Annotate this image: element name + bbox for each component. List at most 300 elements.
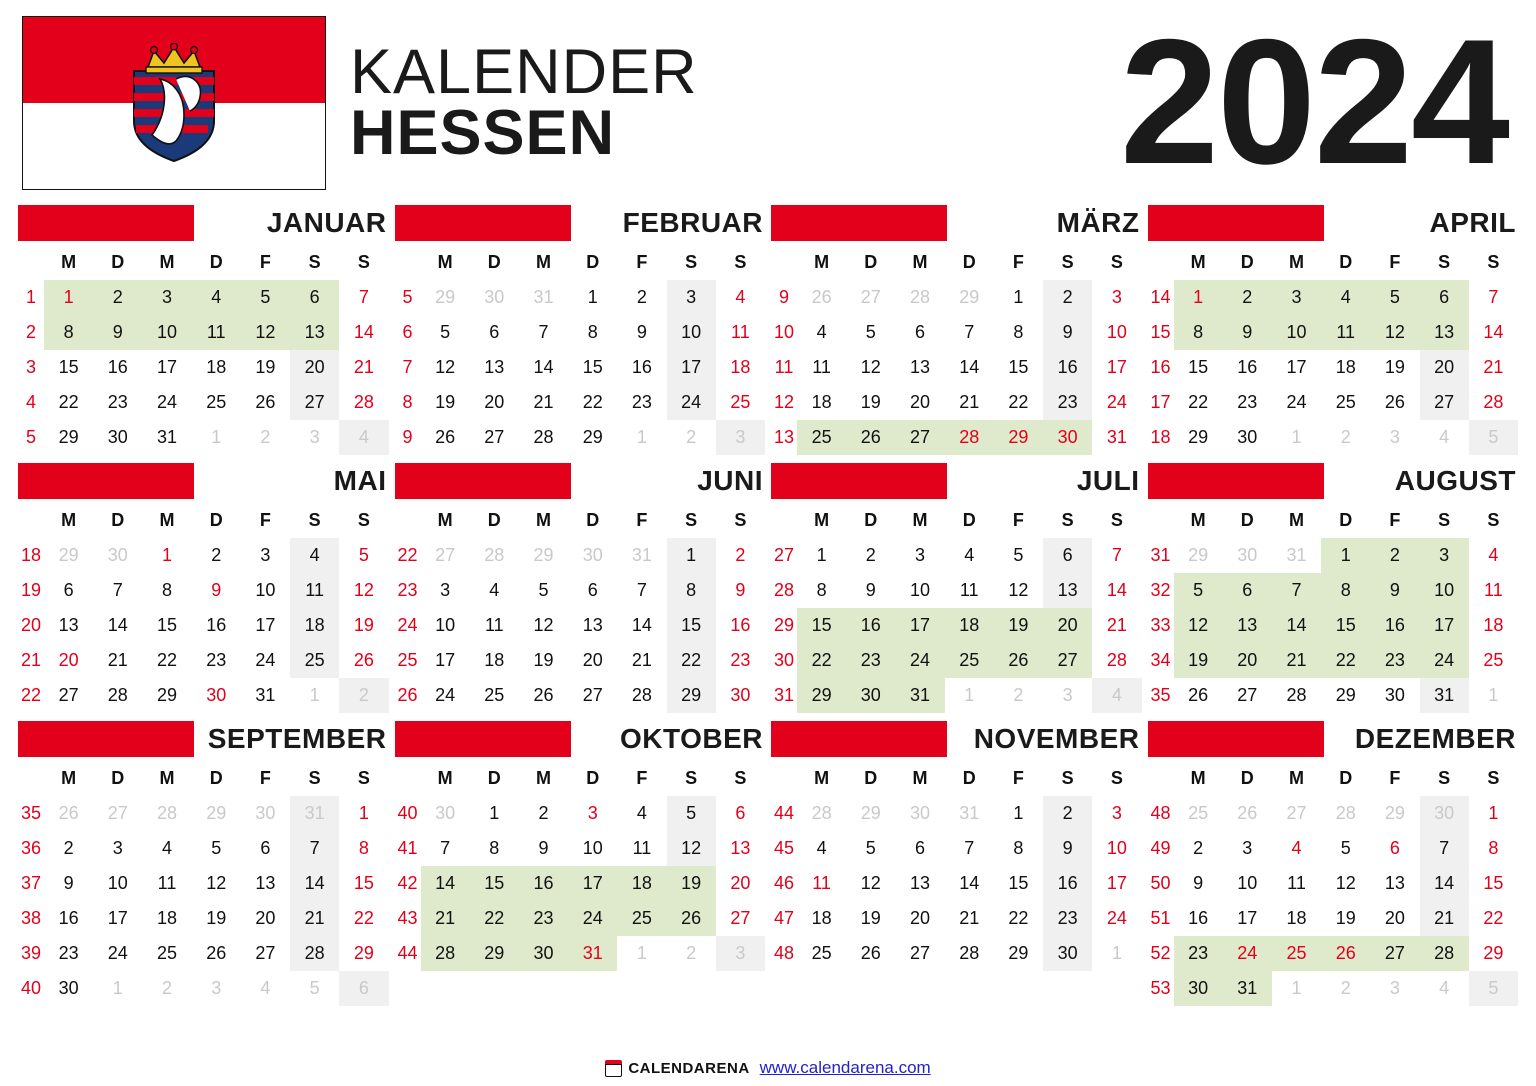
week-col-header — [1148, 245, 1174, 280]
day-cell: 29 — [1483, 943, 1504, 963]
day-cell: 25 — [1272, 936, 1321, 971]
weekday-header: M — [61, 252, 77, 272]
day-cell: 4 — [1092, 678, 1141, 713]
day-cell: 27 — [582, 685, 603, 705]
week-number: 49 — [1150, 838, 1171, 858]
weekday-header: S — [1487, 768, 1500, 788]
day-cell: 1 — [489, 803, 500, 823]
day-cell: 12 — [1370, 315, 1419, 350]
month-header — [1148, 205, 1519, 241]
day-cell: 17 — [255, 615, 276, 635]
day-cell: 11 — [290, 573, 339, 608]
day-cell: 10 — [1420, 573, 1469, 608]
day-cell: 10 — [909, 580, 931, 600]
day-cell: 29 — [959, 287, 980, 307]
week-number: 36 — [20, 838, 42, 858]
week-row — [395, 420, 766, 455]
day-cell: 31 — [156, 427, 178, 447]
day-cell: 5 — [358, 545, 369, 565]
weekday-header: M — [1190, 768, 1206, 788]
day-cell: 14 — [959, 357, 980, 377]
title-line-hessen: HESSEN — [350, 97, 616, 168]
week-number: 34 — [1150, 650, 1171, 670]
week-number: 48 — [1150, 803, 1171, 823]
weekday-header: M — [1289, 768, 1304, 788]
weekday-header: F — [1012, 252, 1024, 272]
week-col-header — [395, 245, 421, 280]
weekday-header: S — [1438, 252, 1451, 272]
day-cell: 2 — [162, 978, 173, 998]
week-row — [1148, 350, 1519, 385]
day-cell: 13 — [58, 615, 79, 635]
week-row — [395, 831, 766, 866]
week-row — [771, 420, 1142, 455]
day-cell: 30 — [1043, 936, 1092, 971]
weekday-header: F — [1389, 768, 1401, 788]
weekday-header: S — [1110, 510, 1123, 530]
week-number: 23 — [397, 580, 418, 600]
day-cell: 26 — [846, 420, 895, 455]
day-cell: 2 — [1340, 427, 1351, 447]
week-row — [771, 866, 1142, 901]
day-cell: 19 — [353, 615, 374, 635]
month-color-bar — [1148, 205, 1324, 241]
day-cell: 24 — [1106, 908, 1127, 928]
week-number: 21 — [20, 650, 42, 670]
day-cell: 6 — [915, 322, 926, 342]
day-cell: 9 — [1223, 315, 1272, 350]
day-cell: 13 — [290, 315, 339, 350]
week-col-header — [771, 245, 797, 280]
day-cell: 21 — [1272, 643, 1321, 678]
weekday-header: M — [912, 768, 928, 788]
day-cell: 2 — [1043, 796, 1092, 831]
day-cell: 27 — [730, 908, 751, 928]
month-name: FEBRUAR — [622, 207, 763, 238]
weekday-header: D — [586, 510, 600, 530]
day-cell: 24 — [435, 685, 456, 705]
day-cell: 5 — [1469, 971, 1518, 1006]
month-table — [1148, 245, 1519, 455]
day-cell: 2 — [735, 545, 746, 565]
weekday-header: M — [814, 510, 830, 530]
day-cell: 3 — [309, 427, 320, 447]
day-cell: 8 — [1321, 573, 1370, 608]
day-cell: 6 — [915, 838, 926, 858]
weekday-header: D — [864, 252, 878, 272]
week-row — [771, 315, 1142, 350]
day-cell: 2 — [260, 427, 271, 447]
weekday-header: M — [536, 510, 551, 530]
day-cell: 11 — [959, 580, 979, 600]
day-cell: 8 — [816, 580, 827, 600]
day-cell: 29 — [58, 427, 79, 447]
day-cell: 26 — [1321, 936, 1370, 971]
day-cell: 13 — [1043, 573, 1092, 608]
day-cell: 29 — [1384, 803, 1405, 823]
month-table — [395, 761, 766, 971]
weekday-header: F — [1012, 510, 1024, 530]
page-header — [0, 0, 1536, 205]
day-cell: 20 — [290, 350, 339, 385]
day-cell: 25 — [156, 943, 178, 963]
day-cell: 3 — [1389, 427, 1400, 447]
day-cell: 3 — [1111, 287, 1122, 307]
day-cell: 19 — [860, 392, 881, 412]
day-cell: 30 — [484, 287, 505, 307]
day-cell: 20 — [582, 650, 603, 670]
day-cell: 27 — [1043, 643, 1092, 678]
day-cell: 5 — [1469, 420, 1518, 455]
month-header — [395, 463, 766, 499]
week-row — [771, 608, 1142, 643]
month-table — [771, 761, 1142, 971]
day-cell: 22 — [470, 901, 519, 936]
day-cell: 24 — [667, 385, 716, 420]
day-cell: 22 — [1188, 392, 1209, 412]
day-cell: 20 — [1043, 608, 1092, 643]
day-cell: 3 — [716, 420, 765, 455]
day-cell: 12 — [241, 315, 290, 350]
day-cell: 6 — [1389, 838, 1400, 858]
week-number: 17 — [1150, 392, 1171, 412]
day-cell: 3 — [142, 280, 191, 315]
day-cell: 24 — [255, 650, 276, 670]
day-cell: 14 — [107, 615, 128, 635]
day-cell: 6 — [735, 803, 746, 823]
day-cell: 19 — [860, 908, 881, 928]
day-cell: 2 — [1340, 978, 1351, 998]
day-cell: 11 — [1484, 580, 1503, 600]
week-row — [771, 831, 1142, 866]
weekday-header: F — [259, 510, 271, 530]
week-col-header — [1148, 761, 1174, 796]
week-row — [1148, 643, 1519, 678]
weekday-header: S — [1438, 510, 1451, 530]
weekday-header: D — [864, 510, 878, 530]
day-cell: 3 — [440, 580, 451, 600]
month-header — [771, 463, 1142, 499]
weekday-header: M — [536, 252, 551, 272]
day-cell: 1 — [1488, 685, 1499, 705]
day-cell: 20 — [58, 650, 79, 670]
day-cell: 25 — [617, 901, 666, 936]
day-cell: 7 — [1272, 573, 1321, 608]
month-table — [771, 245, 1142, 455]
week-col-header — [18, 503, 44, 538]
day-cell: 29 — [156, 685, 178, 705]
day-cell: 18 — [811, 908, 832, 928]
weekday-header: M — [159, 768, 175, 788]
day-cell: 24 — [895, 643, 944, 678]
month-table — [18, 761, 389, 1006]
day-cell: 17 — [1106, 357, 1127, 377]
day-cell: 23 — [107, 392, 128, 412]
week-number: 39 — [20, 943, 42, 963]
weekday-header: M — [912, 252, 928, 272]
week-row — [18, 573, 389, 608]
day-cell: 26 — [353, 650, 374, 670]
day-cell: 9 — [63, 873, 74, 893]
week-row — [1148, 385, 1519, 420]
week-number: 35 — [20, 803, 42, 823]
month-name: JUNI — [697, 465, 763, 496]
day-cell: 29 — [470, 936, 519, 971]
day-cell: 28 — [811, 803, 832, 823]
day-cell: 22 — [797, 643, 846, 678]
day-cell: 27 — [1237, 685, 1258, 705]
day-cell: 31 — [1286, 545, 1307, 565]
day-cell: 30 — [255, 803, 276, 823]
day-cell: 27 — [290, 385, 339, 420]
day-cell: 21 — [421, 901, 470, 936]
day-cell: 7 — [112, 580, 123, 600]
week-row — [395, 796, 766, 831]
month-block — [771, 463, 1142, 713]
week-number: 40 — [20, 978, 42, 998]
week-row — [771, 350, 1142, 385]
day-cell: 5 — [667, 796, 716, 831]
day-cell: 28 — [959, 943, 980, 963]
day-cell: 3 — [1111, 803, 1122, 823]
day-cell: 9 — [1043, 315, 1092, 350]
week-number: 18 — [20, 545, 42, 565]
day-cell: 29 — [994, 420, 1043, 455]
weekday-header: S — [308, 252, 321, 272]
day-cell: 4 — [339, 420, 388, 455]
day-cell: 23 — [730, 650, 751, 670]
weekday-header: M — [1190, 510, 1206, 530]
week-number: 12 — [773, 392, 795, 412]
day-cell: 10 — [107, 873, 128, 893]
weekday-header: M — [814, 768, 830, 788]
day-cell: 14 — [1420, 866, 1469, 901]
day-cell: 30 — [1420, 796, 1469, 831]
day-cell: 23 — [1043, 901, 1092, 936]
week-number: 51 — [1150, 908, 1171, 928]
month-block — [771, 205, 1142, 455]
day-cell: 30 — [1174, 971, 1223, 1006]
weekday-header: D — [962, 252, 976, 272]
day-cell: 17 — [1237, 908, 1258, 928]
day-cell: 22 — [582, 392, 603, 412]
weekday-header: F — [1389, 252, 1401, 272]
day-cell: 13 — [255, 873, 276, 893]
week-number: 26 — [397, 685, 418, 705]
week-number: 25 — [397, 650, 418, 670]
day-cell: 3 — [1389, 978, 1400, 998]
day-cell: 6 — [1420, 280, 1469, 315]
day-cell: 5 — [1340, 838, 1351, 858]
day-cell: 23 — [1370, 643, 1419, 678]
day-cell: 19 — [533, 650, 554, 670]
day-cell: 12 — [1335, 873, 1356, 893]
weekday-header: D — [111, 768, 125, 788]
day-cell: 18 — [1335, 357, 1356, 377]
day-cell: 2 — [686, 943, 697, 963]
month-color-bar — [395, 721, 571, 757]
day-cell: 24 — [568, 901, 617, 936]
month-header — [771, 205, 1142, 241]
day-cell: 2 — [211, 545, 222, 565]
month-header — [771, 721, 1142, 757]
day-cell: 29 — [435, 287, 456, 307]
day-cell: 18 — [290, 608, 339, 643]
day-cell: 4 — [1488, 545, 1499, 565]
day-cell: 21 — [1106, 615, 1127, 635]
day-cell: 3 — [1272, 280, 1321, 315]
day-cell: 10 — [667, 315, 716, 350]
month-block — [395, 205, 766, 455]
day-cell: 2 — [636, 287, 647, 307]
day-cell: 6 — [489, 322, 500, 342]
weekday-header: D — [487, 510, 501, 530]
day-cell: 22 — [667, 643, 716, 678]
week-row — [395, 315, 766, 350]
day-cell: 30 — [435, 803, 456, 823]
weekday-header: S — [734, 768, 747, 788]
day-cell: 1 — [162, 545, 173, 565]
weekday-header: M — [61, 510, 77, 530]
weekday-header: F — [636, 768, 648, 788]
day-cell: 30 — [519, 936, 568, 971]
week-number: 31 — [773, 685, 795, 705]
week-col-header — [771, 761, 797, 796]
day-cell: 30 — [58, 978, 79, 998]
day-cell: 11 — [1321, 315, 1370, 350]
day-cell: 28 — [107, 685, 128, 705]
week-number: 45 — [773, 838, 795, 858]
week-number: 22 — [20, 685, 42, 705]
day-cell: 12 — [1174, 608, 1223, 643]
day-cell: 8 — [1174, 315, 1223, 350]
day-cell: 10 — [1106, 838, 1127, 858]
day-cell: 16 — [846, 608, 895, 643]
day-cell: 1 — [1488, 803, 1499, 823]
day-cell: 20 — [1384, 908, 1405, 928]
day-cell: 9 — [1043, 831, 1092, 866]
day-cell: 10 — [255, 580, 276, 600]
day-cell: 6 — [290, 280, 339, 315]
title-line-kalender: KALENDER — [350, 37, 698, 108]
day-cell: 27 — [860, 287, 881, 307]
day-cell: 18 — [730, 357, 751, 377]
week-row — [18, 350, 389, 385]
weekday-header: F — [636, 252, 648, 272]
day-cell: 4 — [636, 803, 647, 823]
day-cell: 19 — [1335, 908, 1356, 928]
month-color-bar — [18, 721, 194, 757]
day-cell: 1 — [358, 803, 369, 823]
day-cell: 5 — [211, 838, 222, 858]
day-cell: 17 — [1420, 608, 1469, 643]
day-cell: 19 — [206, 908, 227, 928]
day-cell: 26 — [533, 685, 554, 705]
day-cell: 14 — [353, 322, 374, 342]
day-cell: 29 — [353, 943, 374, 963]
week-row — [1148, 280, 1519, 315]
week-row — [18, 936, 389, 971]
weekday-header: M — [1190, 252, 1206, 272]
week-row — [395, 901, 766, 936]
day-cell: 28 — [1335, 803, 1356, 823]
day-cell: 17 — [156, 357, 178, 377]
day-cell: 25 — [730, 392, 751, 412]
day-cell: 10 — [1272, 315, 1321, 350]
day-cell: 7 — [538, 322, 549, 342]
weekday-header: D — [209, 510, 223, 530]
day-cell: 18 — [617, 866, 666, 901]
month-table — [18, 503, 389, 713]
week-number: 35 — [1150, 685, 1171, 705]
day-cell: 21 — [1420, 901, 1469, 936]
week-number: 46 — [773, 873, 795, 893]
day-cell: 17 — [1106, 873, 1127, 893]
day-cell: 17 — [107, 908, 128, 928]
day-cell: 24 — [1420, 643, 1469, 678]
weekday-header: F — [636, 510, 648, 530]
week-number: 4 — [25, 392, 36, 412]
weekday-header: S — [1061, 768, 1074, 788]
day-cell: 24 — [107, 943, 128, 963]
day-cell: 7 — [358, 287, 369, 307]
day-cell: 23 — [1174, 936, 1223, 971]
day-cell: 20 — [1223, 643, 1272, 678]
day-cell: 17 — [1286, 357, 1307, 377]
day-cell: 20 — [1420, 350, 1469, 385]
day-cell: 29 — [1335, 685, 1356, 705]
week-row — [1148, 538, 1519, 573]
week-number: 43 — [397, 908, 418, 928]
day-cell: 18 — [1483, 615, 1504, 635]
day-cell: 11 — [812, 357, 831, 377]
day-cell: 29 — [533, 545, 554, 565]
day-cell: 23 — [631, 392, 652, 412]
week-number: 13 — [773, 427, 795, 447]
weekday-header: D — [209, 252, 223, 272]
day-cell: 28 — [290, 936, 339, 971]
week-number: 31 — [1150, 545, 1171, 565]
day-cell: 5 — [241, 280, 290, 315]
day-cell: 1 — [964, 685, 975, 705]
day-cell: 8 — [358, 838, 369, 858]
weekday-header: D — [209, 768, 223, 788]
weekday-header: M — [536, 768, 551, 788]
day-cell: 9 — [636, 322, 647, 342]
day-cell: 15 — [1008, 873, 1029, 893]
month-header — [395, 721, 766, 757]
day-cell: 17 — [568, 866, 617, 901]
day-cell: 3 — [1242, 838, 1253, 858]
website-link[interactable]: www.calendarena.com — [759, 1058, 931, 1077]
day-cell: 19 — [667, 866, 716, 901]
day-cell: 31 — [1420, 678, 1469, 713]
day-cell: 8 — [162, 580, 173, 600]
day-cell: 26 — [1384, 392, 1405, 412]
month-block — [18, 205, 389, 455]
day-cell: 12 — [860, 357, 881, 377]
week-number: 30 — [773, 650, 795, 670]
day-cell: 27 — [435, 545, 456, 565]
day-cell: 31 — [631, 545, 652, 565]
day-cell: 28 — [631, 685, 652, 705]
day-cell: 28 — [1286, 685, 1307, 705]
day-cell: 1 — [587, 287, 598, 307]
day-cell: 30 — [909, 803, 931, 823]
weekday-header: F — [1389, 510, 1401, 530]
weekday-header: S — [734, 252, 747, 272]
weekday-header: M — [61, 768, 77, 788]
